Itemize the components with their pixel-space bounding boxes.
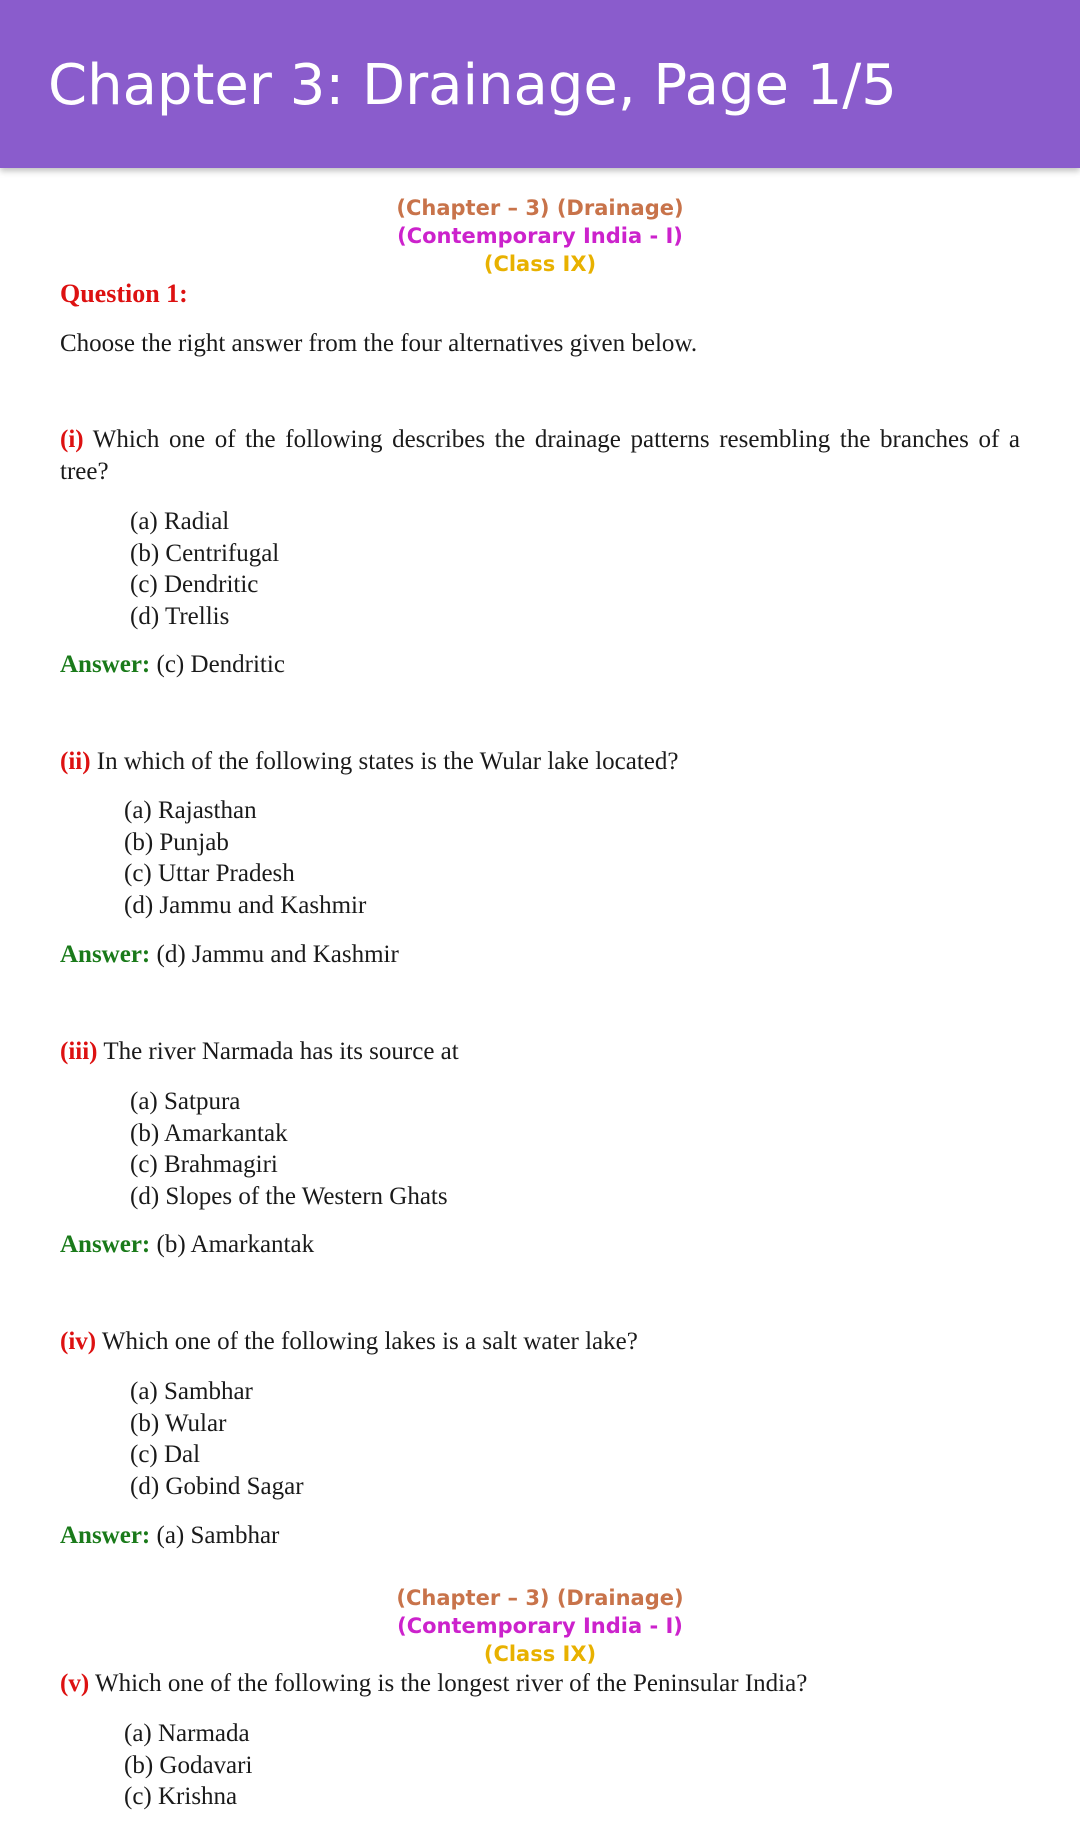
answer-label: Answer: (60, 1231, 151, 1258)
app-bar (0, 0, 1080, 168)
answer-iv (60, 1520, 279, 1552)
answer-text: (a) Sambhar (156, 1522, 280, 1549)
question-text: The river Narmada has its source at (103, 1038, 459, 1065)
question-number: (iv) (60, 1328, 97, 1355)
option-item: (c) Uttar Pradesh (124, 860, 295, 887)
question-heading: Question 1: (60, 279, 188, 308)
option-item: (d) Jammu and Kashmir (124, 892, 367, 919)
option-item: (b) Godavari (124, 1752, 253, 1779)
chapter-header: (Chapter – 3) (Drainage) (396, 196, 684, 220)
book-header: (Contemporary India - I) (397, 224, 683, 248)
page-title: Chapter 3: Drainage, Page 1/5 (48, 53, 897, 118)
option-item: (a) Satpura (130, 1088, 241, 1115)
question-iv (60, 1326, 638, 1358)
book-header: (Contemporary India - I) (397, 1614, 683, 1638)
option-item: (b) Wular (130, 1410, 227, 1437)
chapter-header: (Chapter – 3) (Drainage) (396, 1586, 684, 1610)
question-number: (v) (60, 1670, 90, 1697)
question-v (60, 1668, 807, 1700)
option-item: (d) Trellis (130, 603, 230, 630)
class-header: (Class IX) (483, 1642, 597, 1666)
option-item: (d) Gobind Sagar (130, 1473, 304, 1500)
question-i (60, 424, 1020, 488)
question-number: (ii) (60, 748, 91, 775)
answer-text: (b) Amarkantak (156, 1231, 315, 1258)
option-item: (b) Punjab (124, 829, 229, 856)
question-text: Which one of the following is the longest river of the Peninsular India? (94, 1670, 808, 1697)
option-item: (a) Radial (130, 508, 230, 535)
answer-label: Answer: (60, 941, 151, 968)
class-header: (Class IX) (483, 252, 597, 276)
document-page[interactable] (0, 168, 1080, 1848)
answer-iii (60, 1229, 314, 1261)
option-item: (c) Brahmagiri (130, 1151, 278, 1178)
option-item: (c) Krishna (124, 1783, 238, 1810)
answer-text: (d) Jammu and Kashmir (156, 941, 399, 968)
option-item: (a) Rajasthan (124, 797, 257, 824)
option-item: (c) Dal (130, 1441, 201, 1468)
instruction-text: Choose the right answer from the four alternatives given below. (60, 330, 698, 357)
option-item: (a) Sambhar (130, 1378, 253, 1405)
answer-ii (60, 939, 399, 971)
question-number: (iii) (60, 1038, 98, 1065)
option-item: (c) Dendritic (130, 571, 259, 598)
answer-text: (c) Dendritic (156, 651, 285, 678)
option-item: (b) Centrifugal (130, 540, 280, 567)
question-iii (60, 1036, 459, 1068)
answer-label: Answer: (60, 1522, 151, 1549)
option-item: (d) Slopes of the Western Ghats (130, 1183, 448, 1210)
question-text: Which one of the following lakes is a salt water lake? (101, 1328, 638, 1355)
question-text: In which of the following states is the Wular lake located? (96, 748, 679, 775)
question-text: Which one of the following describes the drainage patterns resembling the branches of a tree? (60, 426, 1020, 485)
option-item: (b) Amarkantak (130, 1120, 288, 1147)
question-ii (60, 746, 679, 778)
answer-label: Answer: (60, 651, 151, 678)
question-number: (i) (60, 426, 84, 453)
option-item: (a) Narmada (124, 1720, 250, 1747)
answer-i (60, 649, 285, 681)
